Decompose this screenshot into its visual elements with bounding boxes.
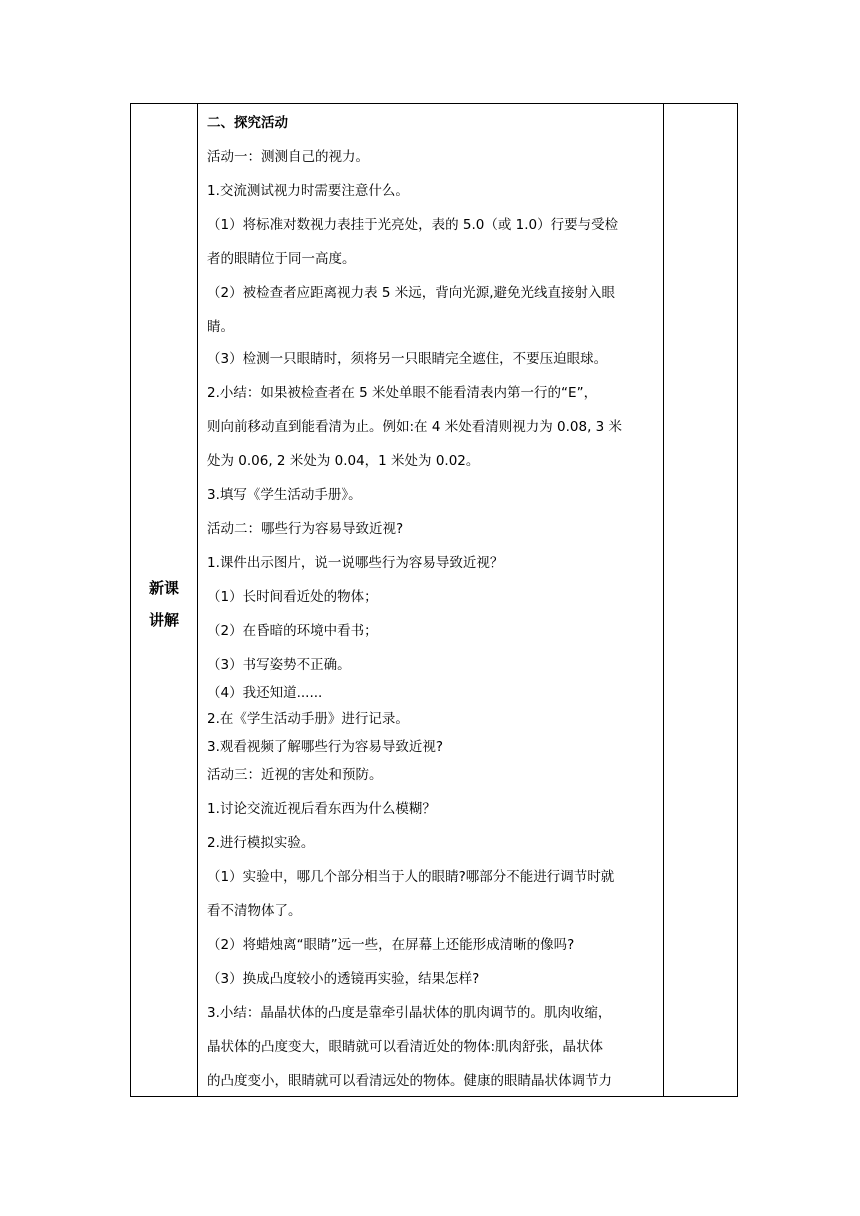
lesson-table bbox=[130, 103, 738, 1097]
text-line: 2.小结：如果被检查者在 5 米处单眼不能看清表内第一行的“E”， bbox=[207, 385, 598, 401]
text-line: （3）书写姿势不正确。 bbox=[207, 657, 351, 673]
text-line: 晶状体的凸度变大，眼睛就可以看清近处的物体:肌肉舒张，晶状体 bbox=[207, 1039, 604, 1055]
text-line: 3.小结：晶晶状体的凸度是靠牵引晶状体的肌肉调节的。肌肉收缩， bbox=[207, 1005, 612, 1021]
text-line: （2）在昏暗的环境中看书； bbox=[207, 623, 378, 639]
text-line: 3.填写《学生活动手册》。 bbox=[207, 487, 362, 503]
text-line: 的凸度变小，眼睛就可以看清远处的物体。健康的眼睛晶状体调节力 bbox=[207, 1073, 612, 1089]
text-line: 3.观看视频了解哪些行为容易导致近视? bbox=[207, 739, 444, 755]
section-label bbox=[131, 572, 197, 636]
text-line: 2.进行模拟实验。 bbox=[207, 835, 315, 851]
column-divider bbox=[663, 104, 664, 1096]
text-line: （2）将蜡烛离“眼睛”远一些，在屏幕上还能形成清晰的像吗? bbox=[207, 937, 575, 953]
text-line: 1.交流测试视力时需要注意什么。 bbox=[207, 183, 409, 199]
section-label-line: 讲解 bbox=[148, 611, 179, 629]
text-line: 活动二：哪些行为容易导致近视? bbox=[207, 521, 404, 537]
text-line: 活动一：测测自己的视力。 bbox=[207, 149, 369, 165]
text-line: 2.在《学生活动手册》进行记录。 bbox=[207, 711, 409, 727]
text-line: （1）将标准对数视力表挂于光亮处，表的 5.0（或 1.0）行要与受检 bbox=[207, 217, 619, 233]
text-line: 活动三：近视的害处和预防。 bbox=[207, 767, 383, 783]
text-line: （3）检测一只眼睛时，须将另一只眼睛完全遮住，不要压迫眼球。 bbox=[207, 351, 608, 367]
text-line: 睛。 bbox=[207, 319, 234, 335]
text-line: 处为 0.06, 2 米处为 0.04，1 米处为 0.02。 bbox=[207, 453, 480, 469]
text-line: 者的眼睛位于同一高度。 bbox=[207, 251, 356, 267]
text-line: （1）实验中，哪几个部分相当于人的眼睛?哪部分不能进行调节时就 bbox=[207, 869, 615, 885]
text-line: （4）我还知道...... bbox=[207, 685, 323, 701]
text-line: 1.课件出示图片，说一说哪些行为容易导致近视？ bbox=[207, 555, 504, 571]
text-line: （3）换成凸度较小的透镜再实验，结果怎样? bbox=[207, 971, 480, 987]
column-divider bbox=[197, 104, 198, 1096]
section-label-line: 新课 bbox=[148, 579, 179, 597]
text-line: 则向前移动直到能看清为止。例如:在 4 米处看清则视力为 0.08, 3 米 bbox=[207, 419, 623, 435]
text-line: 1.讨论交流近视后看东西为什么模糊？ bbox=[207, 801, 436, 817]
text-line: 看不清物体了。 bbox=[207, 903, 302, 919]
text-line: （2）被检查者应距离视力表 5 米远，背向光源,避免光线直接射入眼 bbox=[207, 285, 616, 301]
text-line: （1）长时间看近处的物体； bbox=[207, 589, 378, 605]
section-heading: 二、探究活动 bbox=[207, 115, 288, 131]
